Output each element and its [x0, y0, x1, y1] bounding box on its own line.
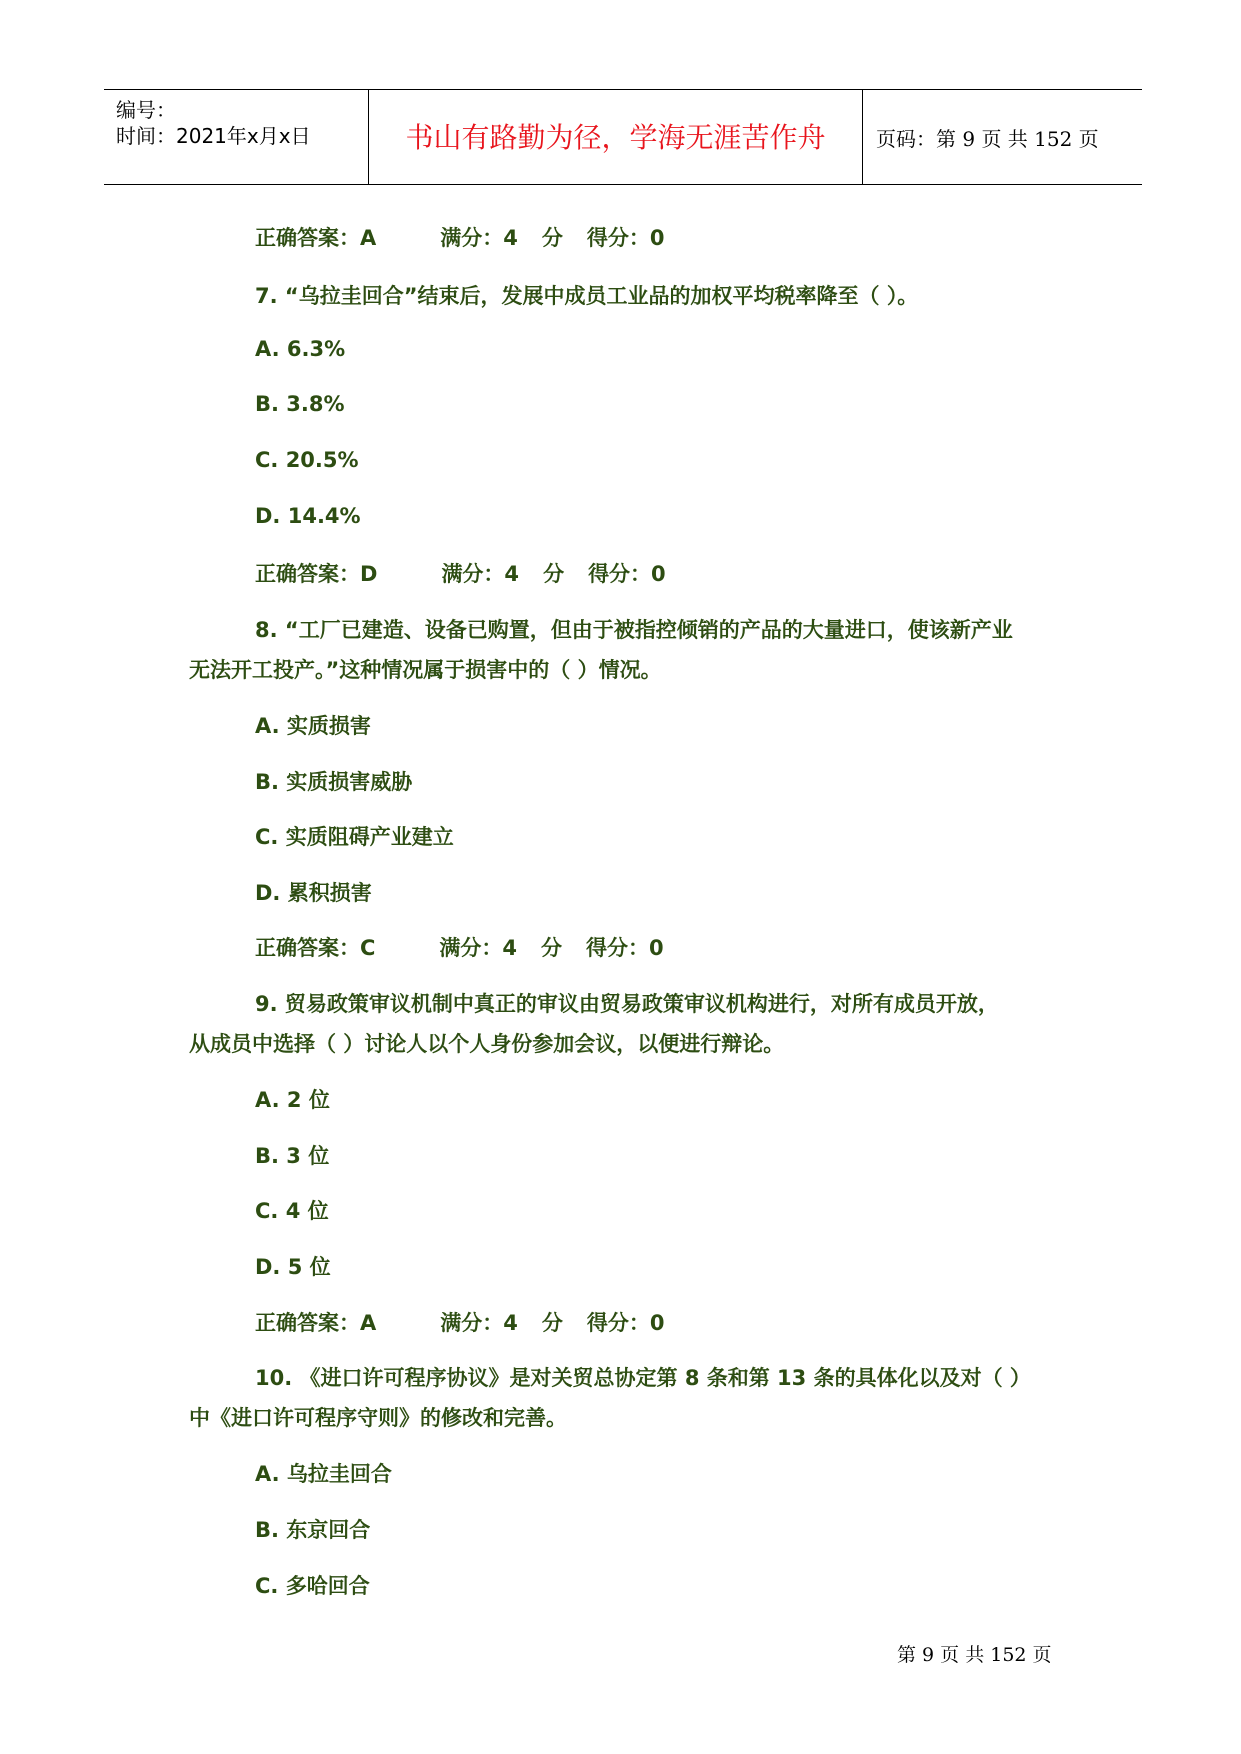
q9-option-c: C. 4 位	[255, 1199, 329, 1223]
answer-line-q8	[255, 932, 664, 962]
obtained-score: 得分：0	[586, 1311, 665, 1335]
header-page-code: 页码：第 9 页 共 152 页	[876, 127, 1099, 151]
full-score: 满分：4	[441, 562, 520, 586]
q8-option-b: B. 实质损害威胁	[255, 770, 413, 794]
question-8-stem-line2: 无法开工投产。”这种情况属于损害中的（ ）情况。	[189, 658, 662, 682]
question-7-stem: 7. “乌拉圭回合”结束后，发展中成员工业品的加权平均税率降至（ ）。	[255, 284, 919, 308]
score-unit: 分	[543, 562, 565, 586]
header-motto: 书山有路勤为径，学海无涯苦作舟	[405, 121, 826, 154]
full-score: 满分：4	[440, 226, 518, 250]
header-left-cell	[104, 90, 369, 184]
q9-option-a: A. 2 位	[255, 1088, 330, 1112]
question-9-stem-line2: 从成员中选择（ ）讨论人以个人身份参加会议，以便进行辩论。	[189, 1032, 785, 1056]
page-header	[104, 89, 1142, 185]
score-unit: 分	[541, 226, 563, 250]
correct-answer: 正确答案：A	[255, 1311, 377, 1335]
q9-option-d: D. 5 位	[255, 1255, 331, 1279]
question-9-stem-line1: 9. 贸易政策审议机制中真正的审议由贸易政策审议机构进行，对所有成员开放，	[255, 992, 999, 1016]
q9-option-b: B. 3 位	[255, 1144, 330, 1168]
q10-option-a: A. 乌拉圭回合	[255, 1462, 392, 1486]
q8-option-d: D. 累积损害	[255, 881, 372, 905]
question-8-stem-line1: 8. “工厂已建造、设备已购置，但由于被指控倾销的产品的大量进口，使该新产业	[255, 618, 1013, 642]
obtained-score: 得分：0	[588, 562, 666, 586]
answer-line-q6	[255, 222, 665, 252]
q8-option-a: A. 实质损害	[255, 714, 371, 738]
score-unit: 分	[541, 936, 563, 960]
obtained-score: 得分：0	[586, 936, 664, 960]
header-right-cell	[864, 90, 1142, 184]
question-10-stem-line1: 10. 《进口许可程序协议》是对关贸总协定第 8 条和第 13 条的具体化以及对（ ）	[255, 1366, 1031, 1390]
document-number-label: 编号：	[116, 98, 176, 122]
question-10-stem-line2: 中《进口许可程序守则》的修改和完善。	[189, 1406, 567, 1430]
score-unit: 分	[541, 1311, 563, 1335]
obtained-score: 得分：0	[586, 226, 665, 250]
full-score: 满分：4	[440, 1311, 518, 1335]
q10-option-b: B. 东京回合	[255, 1518, 371, 1542]
correct-answer: 正确答案：A	[255, 226, 377, 250]
q7-option-c: C. 20.5%	[255, 448, 359, 472]
page-footer: 第 9 页 共 152 页	[897, 1644, 1052, 1666]
q7-option-b: B. 3.8%	[255, 392, 345, 416]
document-time-label: 时间：2021年x月x日	[116, 124, 311, 148]
answer-line-q9	[255, 1307, 665, 1337]
full-score: 满分：4	[439, 936, 518, 960]
correct-answer: 正确答案：C	[255, 936, 376, 960]
q10-option-c: C. 多哈回合	[255, 1574, 370, 1598]
q7-option-d: D. 14.4%	[255, 504, 361, 528]
q8-option-c: C. 实质阻碍产业建立	[255, 825, 454, 849]
answer-line-q7	[255, 558, 666, 588]
header-middle-cell	[369, 90, 863, 184]
correct-answer: 正确答案：D	[255, 562, 378, 586]
q7-option-a: A. 6.3%	[255, 337, 346, 361]
